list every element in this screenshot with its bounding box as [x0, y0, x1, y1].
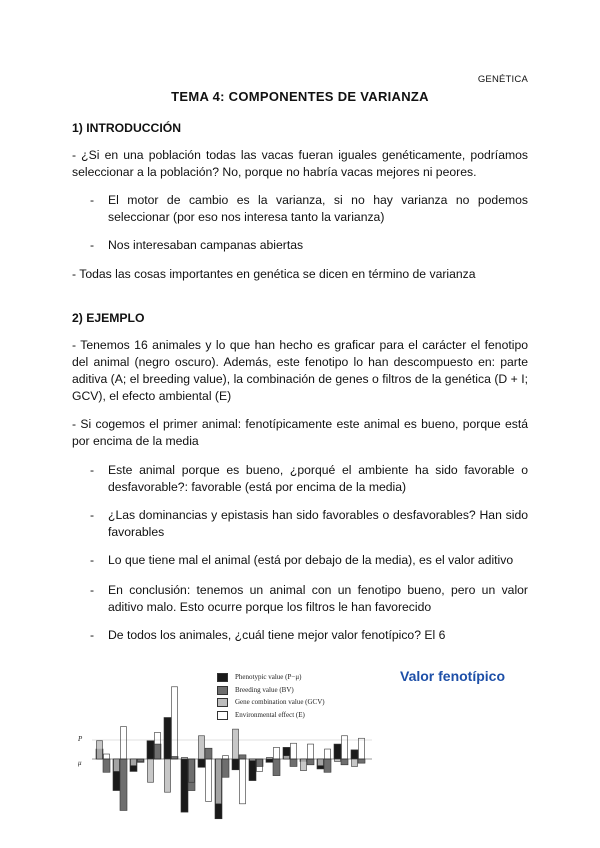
phenotypic-value-figure	[72, 655, 528, 837]
axis-label-lower: μ	[78, 759, 82, 767]
bar-gcv	[216, 759, 222, 804]
bar-environment	[274, 747, 280, 759]
bar-breeding	[239, 755, 246, 759]
bar-phenotype	[232, 759, 239, 770]
bar-gcv	[148, 759, 154, 782]
example-bullet-1	[90, 462, 528, 496]
bar-gcv	[199, 736, 205, 759]
bullet-dash: -	[90, 553, 95, 567]
bar-environment	[257, 759, 263, 771]
bar-gcv	[131, 759, 137, 766]
bar-phenotype	[164, 718, 171, 760]
bar-environment	[155, 732, 161, 759]
intro-paragraph-1: - ¿Si en una población todas las vacas fueran iguales genéticamente, podríamos seleccionar a la población? No, porque no habría vacas mejores ni peores.	[72, 148, 528, 179]
legend-item	[217, 685, 325, 698]
legend-item	[217, 710, 325, 723]
bar-environment	[291, 743, 297, 759]
bar-gcv	[165, 759, 171, 792]
bar-environment	[308, 744, 314, 759]
bar-gcv	[233, 729, 239, 759]
legend-swatch	[217, 711, 228, 720]
bar-breeding	[324, 759, 331, 772]
example-paragraph-2: - Si cogemos el primer animal: fenotípicamente este animal es bueno, porque está por encima de la media	[72, 417, 528, 448]
bar-gcv	[352, 759, 358, 766]
legend-label: Environmental effect (E)	[235, 710, 305, 719]
bar-gcv	[114, 759, 120, 771]
bar-environment	[223, 756, 229, 759]
bar-breeding	[341, 759, 348, 765]
bar-environment	[138, 759, 144, 761]
bar-environment	[342, 736, 348, 759]
bar-gcv	[182, 757, 188, 759]
bar-breeding	[290, 759, 297, 766]
bullet-text: Lo que tiene mal el animal (está por debajo de la media), es el valor aditivo	[108, 553, 514, 567]
bar-phenotype	[198, 759, 205, 767]
bullet-dash: -	[90, 628, 95, 642]
bar-gcv	[318, 759, 324, 766]
example-bullet-5	[90, 627, 528, 644]
section-heading-intro: 1) INTRODUCCIÓN	[72, 121, 182, 135]
figure-title: Valor fenotípico	[400, 668, 506, 684]
bullet-text: De todos los animales, ¿cuál tiene mejor valor fenotípico? El 6	[108, 628, 446, 642]
subject-header: GENÉTICA	[477, 74, 528, 85]
example-paragraph-1: - Tenemos 16 animales y lo que han hecho es graficar para el carácter el fenotipo del animal (negro oscuro). Además, este fenotipo lo han descompuesto en: parte aditiva (A; el breeding value), la combinación de genes o filtros de la genética (D + I; GCV), el efecto ambiental (E)	[72, 338, 528, 403]
legend-swatch	[217, 698, 228, 707]
bar-environment	[206, 759, 212, 801]
bar-gcv	[97, 741, 103, 759]
bar-gcv	[267, 757, 273, 759]
bullet-dash: -	[90, 238, 95, 252]
legend-swatch	[217, 673, 228, 682]
bar-phenotype	[334, 744, 341, 759]
page-title: TEMA 4: COMPONENTES DE VARIANZA	[171, 89, 429, 104]
example-bullet-3	[90, 552, 528, 569]
bar-phenotype	[266, 759, 273, 762]
legend-label: Phenotypic value (P−μ)	[235, 673, 302, 681]
bar-breeding	[120, 759, 127, 810]
bullet-dash: -	[90, 463, 95, 477]
legend-swatch	[217, 686, 228, 695]
bar-phenotype	[147, 741, 154, 759]
bar-breeding	[273, 759, 280, 776]
bar-gcv	[335, 759, 341, 761]
bar-breeding	[222, 759, 229, 777]
section-heading-example: 2) EJEMPLO	[72, 311, 145, 325]
bullet-text: En conclusión: tenemos un animal con un fenotipo bueno, pero un valor aditivo malo. Esto ocurre porque los filtros le han favorecido	[108, 583, 528, 614]
bar-environment	[121, 727, 127, 759]
bar-environment	[189, 759, 195, 782]
example-bullet-2	[90, 507, 528, 541]
legend-item	[217, 672, 325, 685]
bar-environment	[359, 738, 365, 759]
intro-bullet-1	[90, 192, 528, 226]
example-bullet-4	[90, 582, 528, 616]
bullet-text: Nos interesaban campanas abiertas	[108, 238, 304, 252]
intro-paragraph-2: - Todas las cosas importantes en genética se dicen en término de varianza	[72, 267, 476, 281]
bullet-text: ¿Las dominancias y epistasis han sido favorables o desfavorables? Han sido favorables	[108, 508, 528, 539]
legend-label: Gene combination value (GCV)	[235, 698, 325, 706]
chart-legend	[217, 672, 325, 722]
legend-label: Breeding value (BV)	[235, 685, 294, 694]
bar-environment	[172, 687, 178, 759]
legend-item	[217, 697, 325, 710]
bullet-dash: -	[90, 193, 95, 207]
intro-bullet-2	[90, 237, 528, 254]
bar-environment	[325, 749, 331, 759]
bar-gcv	[301, 759, 307, 771]
bar-breeding	[205, 748, 212, 759]
bullet-text: Este animal porque es bueno, ¿porqué el ambiente ha sido favorable o desfavorable?: favorable (está por encima de la media)	[108, 463, 528, 494]
bar-phenotype	[181, 759, 188, 812]
bar-gcv	[250, 759, 256, 761]
bar-environment	[104, 754, 110, 759]
bar-breeding	[358, 759, 365, 763]
bar-phenotype	[249, 759, 256, 781]
bullet-text: El motor de cambio es la varianza, si no hay varianza no podemos seleccionar (por eso nos interesa tanto la varianza)	[108, 193, 528, 224]
bullet-dash: -	[90, 583, 95, 597]
bar-gcv	[284, 756, 290, 759]
bar-breeding	[103, 759, 110, 772]
bullet-dash: -	[90, 508, 95, 522]
bar-breeding	[307, 759, 314, 765]
axis-label-upper: P	[78, 735, 83, 743]
bar-phenotype	[351, 750, 358, 759]
bar-environment	[240, 759, 246, 804]
